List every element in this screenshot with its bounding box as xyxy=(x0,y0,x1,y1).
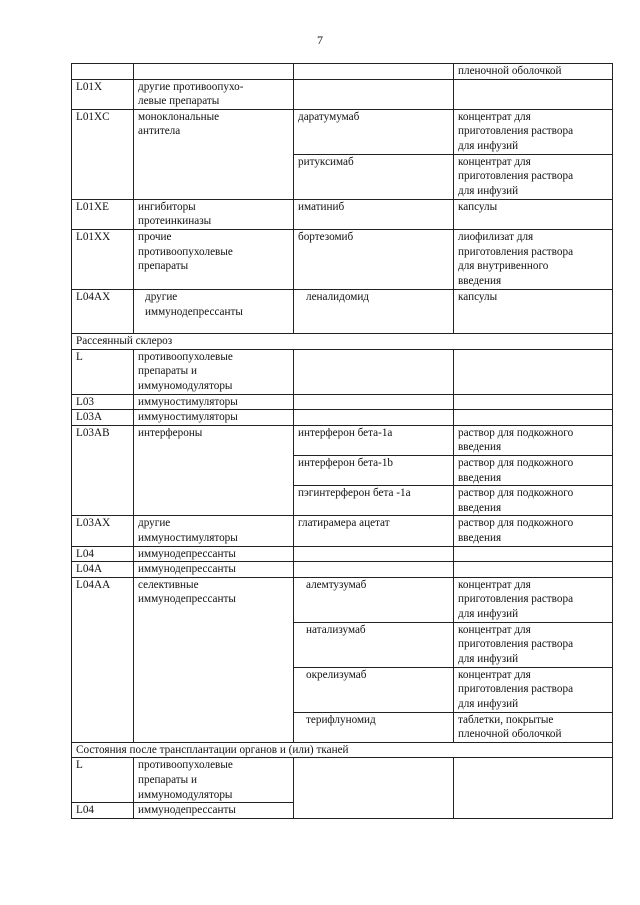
group-cell: другие противоопухо- левые препараты xyxy=(134,79,294,109)
group-cell: иммуностимуляторы xyxy=(134,394,294,410)
atc-code-cell: L01X xyxy=(72,79,134,109)
atc-code-cell: L03AX xyxy=(72,516,134,546)
table-row xyxy=(72,546,613,562)
atc-code-cell xyxy=(72,64,134,80)
table-row xyxy=(72,64,613,80)
drug-cell: пэгинтерферон бета -1a xyxy=(294,486,454,516)
drug-cell xyxy=(294,289,454,333)
atc-code-cell: L01XX xyxy=(72,229,134,289)
form-cell xyxy=(454,546,613,562)
group-cell: интерфероны xyxy=(134,425,294,516)
atc-code-cell: L03A xyxy=(72,410,134,426)
form-cell: капсулы xyxy=(454,289,613,333)
table-row xyxy=(72,577,613,622)
group-cell: прочие противоопухолевые препараты xyxy=(134,229,294,289)
drug-cell xyxy=(294,546,454,562)
group-cell: иммунодепрессанты xyxy=(134,562,294,578)
group-cell: моноклональные антитела xyxy=(134,109,294,199)
table-row xyxy=(72,425,613,455)
section-heading: Состояния после трансплантации органов и (или) тканей xyxy=(72,742,613,758)
table-row xyxy=(72,229,613,289)
table-row xyxy=(72,562,613,578)
group-cell: противоопухолевые препараты и иммуномодуляторы xyxy=(134,349,294,394)
section-heading: Рассеянный склероз xyxy=(72,333,613,349)
drug-cell xyxy=(294,622,454,667)
drug-cell xyxy=(294,667,454,712)
drug-text: терифлуномид xyxy=(306,713,376,726)
table-row xyxy=(72,410,613,426)
group-cell: иммуностимуляторы xyxy=(134,410,294,426)
form-cell: таблетки, покрытые пленочной оболочкой xyxy=(454,712,613,742)
table-row xyxy=(72,394,613,410)
group-cell: иммунодепрессанты xyxy=(134,546,294,562)
form-cell: раствор для подкожного введения xyxy=(454,425,613,455)
group-cell: селективные иммунодепрессанты xyxy=(134,577,294,742)
table-row xyxy=(72,79,613,109)
form-cell: пленочной оболочкой xyxy=(454,64,613,80)
atc-code-cell: L03AB xyxy=(72,425,134,516)
table-row xyxy=(72,758,613,803)
drug-cell xyxy=(294,758,454,819)
form-cell: раствор для подкожного введения xyxy=(454,486,613,516)
drug-cell xyxy=(294,79,454,109)
drug-text: натализумаб xyxy=(306,623,366,636)
table-row xyxy=(72,199,613,229)
form-cell: капсулы xyxy=(454,199,613,229)
form-cell: лиофилизат для приготовления раствора для внутривенного введения xyxy=(454,229,613,289)
group-text: другие иммунодепрессанты xyxy=(145,290,243,318)
table-row xyxy=(72,109,613,154)
drug-cell xyxy=(294,349,454,394)
drug-cell xyxy=(294,410,454,426)
drug-cell xyxy=(294,394,454,410)
drug-cell xyxy=(294,712,454,742)
drug-cell: интерферон бета-1b xyxy=(294,455,454,485)
form-cell: концентрат для приготовления раствора для инфузий xyxy=(454,667,613,712)
atc-code-cell: L04AX xyxy=(72,289,134,333)
drug-cell xyxy=(294,577,454,622)
atc-code-cell: L04AA xyxy=(72,577,134,742)
atc-code-cell: L01XC xyxy=(72,109,134,199)
form-cell xyxy=(454,758,613,819)
drug-cell: интерферон бета-1a xyxy=(294,425,454,455)
group-cell xyxy=(134,64,294,80)
drug-cell: даратумумаб xyxy=(294,109,454,154)
group-cell: иммунодепрессанты xyxy=(134,803,294,819)
drug-cell xyxy=(294,562,454,578)
table-row xyxy=(72,349,613,394)
drug-text: окрелизумаб xyxy=(306,668,367,681)
group-cell xyxy=(134,289,294,333)
atc-code-cell: L04A xyxy=(72,562,134,578)
section-row xyxy=(72,742,613,758)
drug-cell: ритуксимаб xyxy=(294,154,454,199)
form-cell: раствор для подкожного введения xyxy=(454,516,613,546)
table-row xyxy=(72,516,613,546)
atc-code-cell: L04 xyxy=(72,803,134,819)
form-cell: концентрат для приготовления раствора для инфузий xyxy=(454,154,613,199)
atc-code-cell: L04 xyxy=(72,546,134,562)
form-cell xyxy=(454,79,613,109)
group-cell: ингибиторы протеинкиназы xyxy=(134,199,294,229)
table-row xyxy=(72,289,613,333)
form-cell xyxy=(454,394,613,410)
drug-text: алемтузумаб xyxy=(306,578,367,591)
drug-table xyxy=(71,63,613,819)
atc-code-cell: L01XE xyxy=(72,199,134,229)
page-number: 7 xyxy=(317,33,323,47)
form-cell: раствор для подкожного введения xyxy=(454,455,613,485)
form-cell: концентрат для приготовления раствора для инфузий xyxy=(454,577,613,622)
group-cell: другие иммуностимуляторы xyxy=(134,516,294,546)
form-cell xyxy=(454,410,613,426)
drug-cell: бортезомиб xyxy=(294,229,454,289)
drug-cell: иматиниб xyxy=(294,199,454,229)
atc-code-cell: L xyxy=(72,758,134,803)
form-cell xyxy=(454,562,613,578)
group-cell: противоопухолевые препараты и иммуномодуляторы xyxy=(134,758,294,803)
form-cell xyxy=(454,349,613,394)
form-cell: концентрат для приготовления раствора для инфузий xyxy=(454,622,613,667)
section-row xyxy=(72,333,613,349)
drug-cell: глатирамера ацетат xyxy=(294,516,454,546)
form-cell: концентрат для приготовления раствора для инфузий xyxy=(454,109,613,154)
atc-code-cell: L03 xyxy=(72,394,134,410)
atc-code-cell: L xyxy=(72,349,134,394)
drug-text: леналидомид xyxy=(306,290,370,303)
drug-cell xyxy=(294,64,454,80)
